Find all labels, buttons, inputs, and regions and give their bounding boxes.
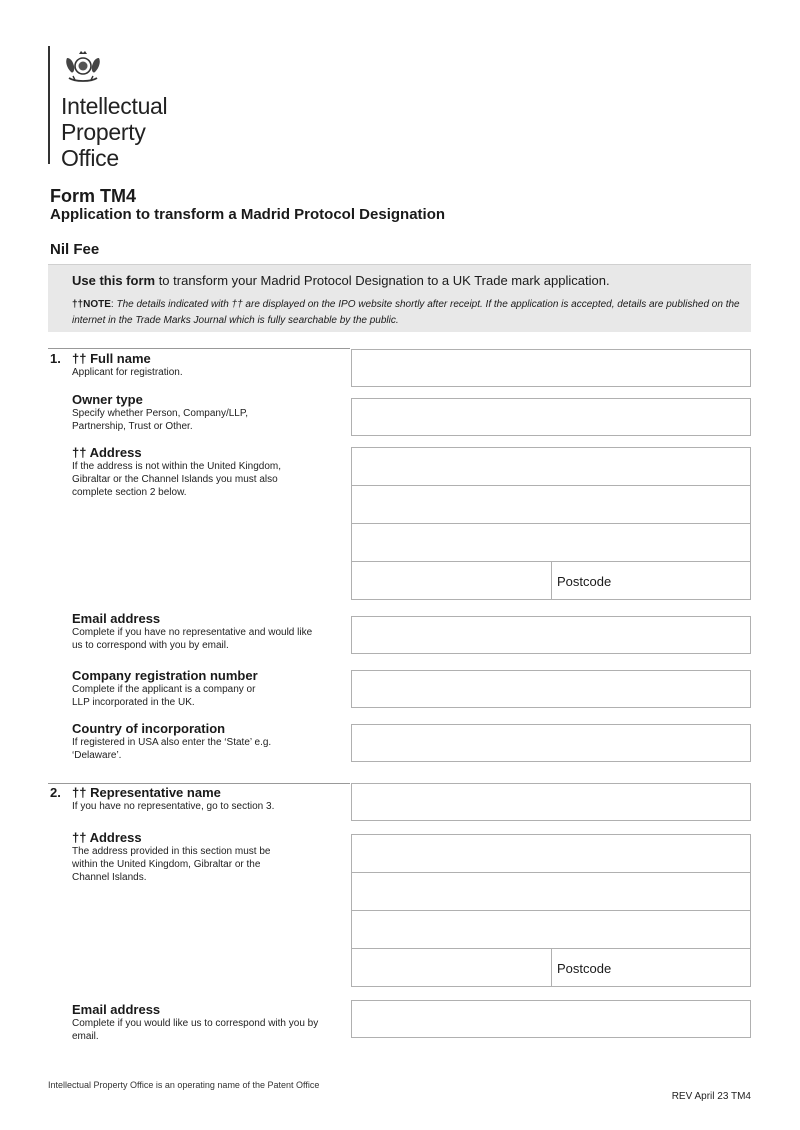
note-sep: : [110,299,117,310]
label-help: Complete if you would like us to correspond with you by email. [72,1018,319,1042]
label-help: Complete if you have no representative and would like us to correspond with you by email. [72,627,313,651]
email-input[interactable] [351,616,751,654]
rep-name-input[interactable] [351,783,751,821]
info-lead [72,273,610,288]
form-revision: REV April 23 TM4 [671,1091,751,1102]
fee-label: Nil Fee [50,241,100,258]
label-title: †† Representative name [72,785,221,800]
rep-address-label [72,830,337,884]
rep-address-line-1-input[interactable] [352,835,750,873]
label-title: †† Full name [72,351,151,366]
address-line-3-input[interactable] [352,524,750,562]
postcode-label: Postcode [557,573,612,589]
label-help: If registered in USA also enter the ‘State’ e.g. ‘Delaware’. [72,737,272,761]
logo-line: Intellectual [61,93,168,119]
info-lead-rest: to transform your Madrid Protocol Designation to a UK Trade mark application. [155,273,610,288]
info-box [48,264,751,332]
full-name-label [72,351,337,379]
label-title: †† Address [72,445,142,460]
address-line-2-input[interactable] [352,486,750,524]
label-help: Specify whether Person, Company/LLP, Partnership, Trust or Other. [72,408,249,432]
address-line-4-input[interactable] [352,562,552,600]
address-last-row [352,562,750,600]
label-help: If the address is not within the United Kingdom, Gibraltar or the Channel Islands you must also complete section 2 below. [72,461,282,498]
royal-coat-of-arms-icon [61,46,105,86]
logo-line: Office [61,145,119,171]
form-subtitle: Application to transform a Madrid Protocol Designation [50,206,446,223]
company-reg-input[interactable] [351,670,751,708]
info-note [72,297,752,329]
label-help: If you have no representative, go to section 3. [72,801,275,812]
address-fields [351,447,751,600]
logo-wordmark [61,93,167,171]
info-lead-bold: Use this form [72,273,156,288]
note-label: ††NOTE [72,299,111,310]
rep-email-label [72,1002,337,1043]
note-text: The details indicated with †† are displayed on the IPO website shortly after receipt. If the application is accepted, details are published on the internet in the Trade Marks Journal which is fully searchable by the public. [72,299,740,326]
rep-address-line-4-input[interactable] [352,949,552,987]
email-label [72,611,337,652]
postcode-label: Postcode [557,960,612,976]
rep-email-input[interactable] [351,1000,751,1038]
owner-type-input[interactable] [351,398,751,436]
section-2-number: 2. [50,785,61,800]
logo-line: Property [61,119,146,145]
label-help: Complete if the applicant is a company or LLP incorporated in the UK. [72,684,256,708]
ipo-logo [48,46,168,171]
country-label [72,721,337,762]
rep-address-fields [351,834,751,987]
rep-address-line-2-input[interactable] [352,873,750,911]
label-title: Company registration number [72,668,258,683]
country-input[interactable] [351,724,751,762]
label-title: †† Address [72,830,142,845]
label-help: Applicant for registration. [72,367,183,378]
label-title: Country of incorporation [72,721,226,736]
rep-address-last-row [352,949,750,987]
form-title: Form TM4 [50,186,137,206]
full-name-input[interactable] [351,349,751,387]
rep-address-line-3-input[interactable] [352,911,750,949]
section-1-number: 1. [50,351,61,366]
company-reg-label [72,668,337,709]
label-title: Email address [72,1002,161,1017]
label-help: The address provided in this section must be within the United Kingdom, Gibraltar or the Channel Islands. [72,846,271,883]
footer-note: Intellectual Property Office is an operating name of the Patent Office [48,1080,320,1090]
label-title: Owner type [72,392,143,407]
rep-postcode-input[interactable] [552,949,750,987]
label-title: Email address [72,611,161,626]
rep-name-label [72,785,337,813]
address-label [72,445,337,499]
section-2-divider [48,783,350,784]
section-1-divider [48,348,350,349]
postcode-input[interactable] [552,562,750,600]
owner-type-label [72,392,337,433]
address-line-1-input[interactable] [352,448,750,486]
